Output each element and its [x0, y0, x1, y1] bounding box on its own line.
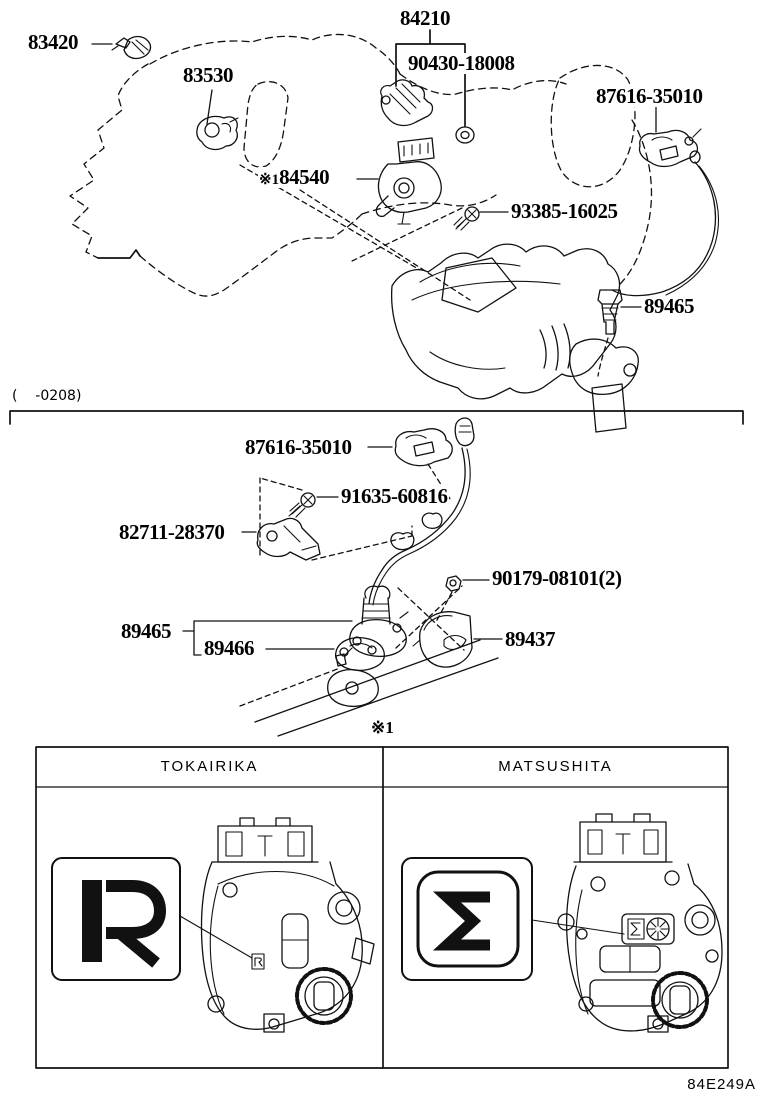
table-header-tokairika: TOKAIRIKA — [160, 758, 259, 775]
date-range-note: ( -0208) — [12, 388, 82, 404]
part-number-84210: 84210 — [400, 6, 450, 30]
oxygen-sensor-top — [598, 162, 718, 376]
leader-lines-bottom — [183, 447, 502, 655]
part-number-84540 — [258, 167, 330, 188]
part-number-83420: 83420 — [28, 30, 78, 54]
bracket-82711-glyph — [257, 518, 320, 560]
part-number-90430-18008: 90430-18008 — [408, 51, 515, 75]
comparison-table-grid — [36, 747, 728, 1068]
gasket-90430-glyph — [456, 127, 474, 143]
matsushita-switch-drawing — [558, 814, 722, 1032]
part-number-89437: 89437 — [505, 627, 555, 651]
part-84210-glyph — [381, 80, 433, 126]
part-number-91635-60816: 91635-60816 — [341, 484, 448, 508]
heat-shield-89437-glyph — [413, 612, 472, 667]
tokairika-switch-drawing — [201, 818, 374, 1032]
section-divider-bracket — [10, 411, 743, 424]
table-header-matsushita: MATSUSHITA — [498, 758, 613, 775]
tokairika-logo — [52, 858, 252, 980]
part-83420-glyph — [112, 37, 151, 59]
part-number-84540-value: 84540 — [279, 165, 330, 189]
exhaust-manifold — [392, 244, 639, 432]
footnote-mark: ※1 — [371, 718, 394, 737]
part-number-89465-top: 89465 — [644, 294, 694, 318]
part-84540-glyph — [376, 138, 441, 224]
screw-91635-glyph — [289, 493, 315, 517]
part-number-89466: 89466 — [204, 636, 254, 660]
part-number-93385-16025: 93385-16025 — [511, 199, 618, 223]
engine-outline — [70, 34, 651, 300]
part-number-82711-28370: 82711-28370 — [119, 520, 225, 544]
matsushita-logo — [402, 858, 624, 980]
footnote-mark-inline: ※1 — [259, 172, 280, 188]
figure-code: 84E249A — [687, 1076, 756, 1093]
part-number-90179-08101: 90179-08101(2) — [492, 566, 622, 590]
part-number-83530: 83530 — [183, 63, 233, 87]
part-83530-glyph — [197, 116, 238, 149]
part-number-87616-35010-top: 87616-35010 — [596, 84, 703, 108]
part-number-87616-35010-bottom: 87616-35010 — [245, 435, 352, 459]
wire-clamp-top — [639, 129, 701, 167]
wire-clamp-bottom — [395, 429, 452, 466]
part-number-89465-bottom: 89465 — [121, 619, 171, 643]
